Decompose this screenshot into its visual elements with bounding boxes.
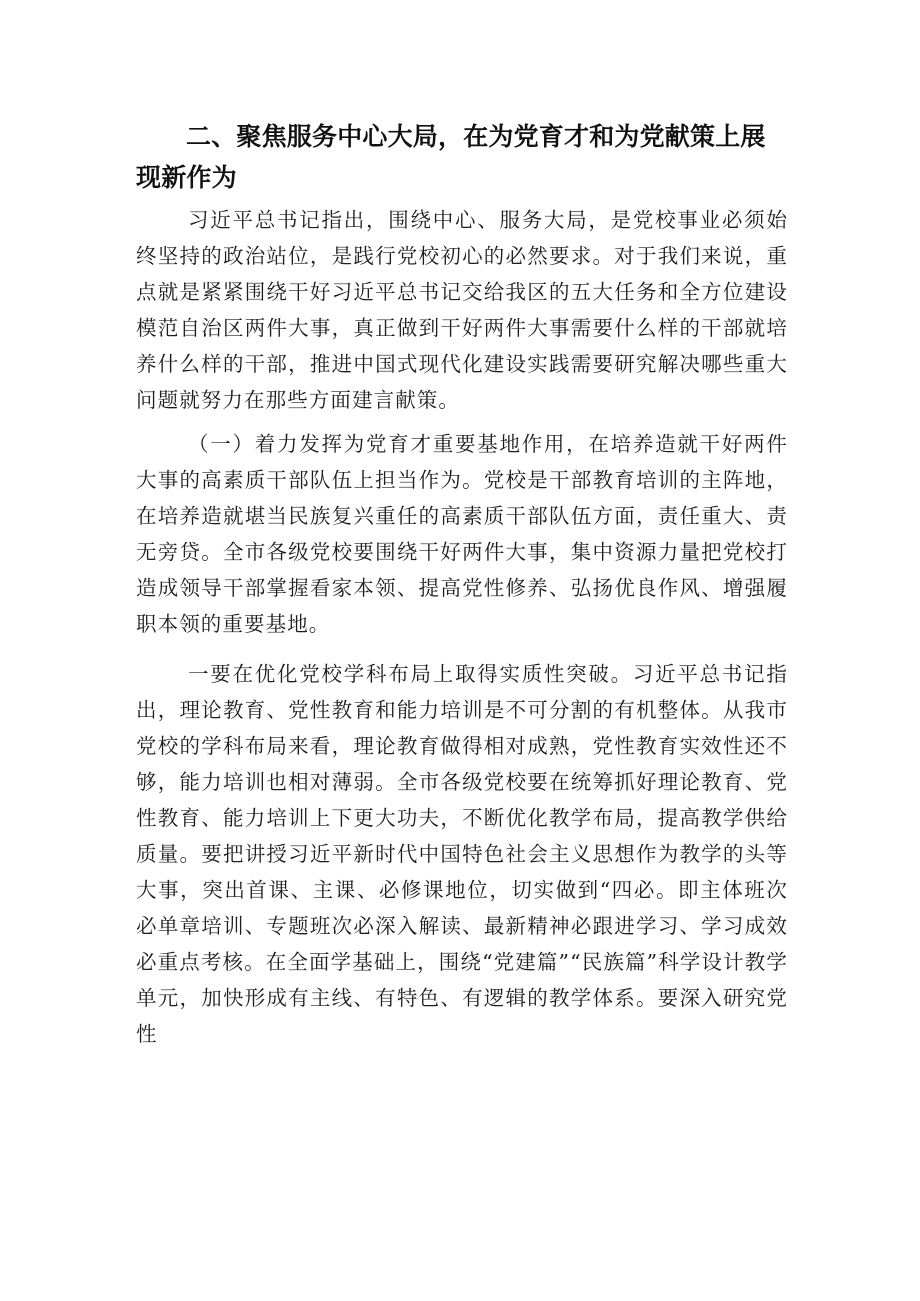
paragraph-subsection-one: （一）着力发挥为党育才重要基地作用，在培养造就干好两件大事的高素质干部队伍上担当作为。党校是干部教育培训的主阵地，在培养造就堪当民族复兴重任的高素质干部队伍方面，责任重大、责无旁贷。全市各级党校要围绕干好两件大事，集中资源力量把党校打造成领导干部掌握看家本领、提高党性修养、弘扬优良作风、增强履职本领的重要基地。 bbox=[136, 432, 788, 636]
paragraph-point-one: 一要在优化党校学科布局上取得实质性突破。习近平总书记指出，理论教育、党性教育和能力培训是不可分割的有机整体。从我市党校的学科布局来看，理论教育做得相对成熟，党性教育实效性还不够，能力培训也相对薄弱。全市各级党校要在统筹抓好理论教育、党性教育、能力培训上下更大功夫，不断优化教学布局，提高教学供给质量。要把讲授习近平新时代中国特色社会主义思想作为教学的头等大事，突出首课、主课、必修课地位，切实做到“四必。即主体班次必单章培训、专题班次必深入解读、最新精神必跟进学习、学习成效必重点考核。在全面学基础上，围绕“党建篇”“民族篇”科学设计教学单元，加快形成有主线、有特色、有逻辑的教学体系。要深入研究党性 bbox=[136, 662, 788, 1046]
paragraph-intro: 习近平总书记指出，围绕中心、服务大局，是党校事业必须始终坚持的政治站位，是践行党校初心的必然要求。对于我们来说，重点就是紧紧围绕干好习近平总书记交给我区的五大任务和全方位建设模范自治区两件大事，真正做到干好两件大事需要什么样的干部就培养什么样的干部，推进中国式现代化建设实践需要研究解决哪些重大问题就努力在那些方面建言献策。 bbox=[136, 208, 788, 412]
section-heading: 二、聚焦服务中心大局，在为党育才和为党献策上展现新作为 bbox=[136, 122, 766, 192]
document-body bbox=[136, 116, 788, 1052]
